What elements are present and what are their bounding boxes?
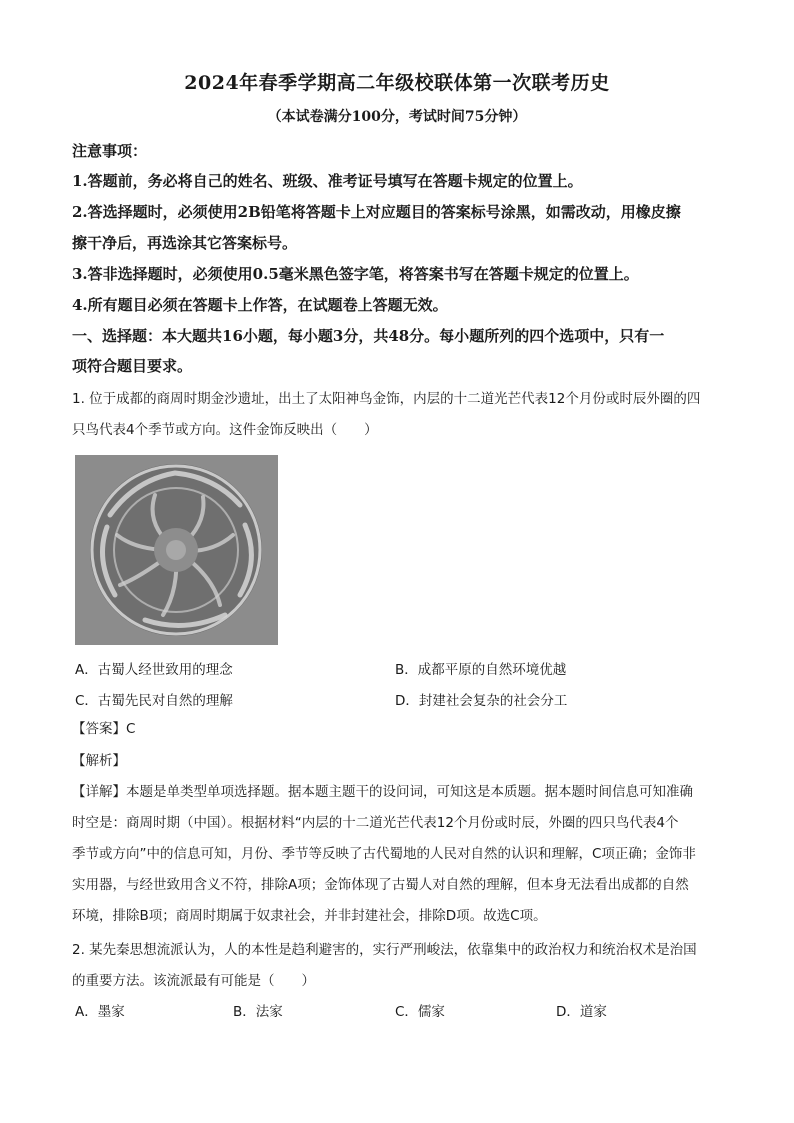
option-d: D．封建社会复杂的社会分工 bbox=[395, 693, 568, 709]
option-b: B．法家 bbox=[233, 1004, 283, 1020]
exam-info: （本试卷满分100分，考试时间75分钟） bbox=[267, 109, 527, 125]
note-line: 3.答非选择题时，必须使用0.5毫米黑色签字笔，将答案书写在答题卡规定的位置上。 bbox=[72, 265, 639, 283]
note-line: 1.答题前，务必将自己的姓名、班级、准考证号填写在答题卡规定的位置上。 bbox=[72, 172, 583, 190]
option-c: C．古蜀先民对自然的理解 bbox=[75, 693, 233, 709]
question-2-stem-cont: 的重要方法。该流派最有可能是（ ） bbox=[72, 973, 315, 989]
explanation-line: 【详解】本题是单类型单项选择题。据本题主题干的设问词，可知这是本质题。据本题时间信息可知准确 bbox=[72, 784, 693, 800]
analysis-label: 【解析】 bbox=[72, 753, 126, 769]
question-1-stem-cont: 只鸟代表4个季节或方向。这件金饰反映出（ ） bbox=[72, 422, 378, 438]
section-heading-cont: 项符合题目要求。 bbox=[72, 357, 193, 375]
question-1-stem: 1. 位于成都的商周时期金沙遗址，出土了太阳神鸟金饰，内层的十二道光芒代表12个月份或时辰外圈的四 bbox=[72, 391, 701, 407]
question-2-stem: 2. 某先秦思想流派认为，人的本性是趋利避害的，实行严刑峻法，依靠集中的政治权力和统治权术是治国 bbox=[72, 942, 697, 958]
explanation-line: 季节或方向”中的信息可知，月份、季节等反映了古代蜀地的人民对自然的认识和理解，C项正确；金饰非 bbox=[72, 846, 696, 862]
option-a: A．古蜀人经世致用的理念 bbox=[75, 662, 233, 678]
option-a: A．墨家 bbox=[75, 1004, 125, 1020]
note-line: 擦干净后，再选涂其它答案标号。 bbox=[72, 234, 298, 252]
option-b: B．成都平原的自然环境优越 bbox=[395, 662, 567, 678]
option-d: D．道家 bbox=[556, 1004, 607, 1020]
explanation-line: 实用器，与经世致用含义不符，排除A项；金饰体现了古蜀人对自然的理解，但本身无法看出成都的自然 bbox=[72, 877, 689, 893]
page-title: 2024年春季学期高二年级校联体第一次联考历史 bbox=[184, 72, 610, 94]
note-line: 2.答选择题时，必须使用2B铅笔将答题卡上对应题目的答案标号涂黑，如需改动，用橡皮擦 bbox=[72, 203, 681, 221]
notes-heading: 注意事项： bbox=[72, 142, 148, 160]
explanation-line: 时空是：商周时期（中国）。根据材料“内层的十二道光芒代表12个月份或时辰，外圈的四只鸟代表4个 bbox=[72, 815, 679, 831]
sun-bird-gold-ornament-image bbox=[75, 455, 278, 645]
option-c: C．儒家 bbox=[395, 1004, 445, 1020]
explanation-line: 环境，排除B项；商周时期属于奴隶社会，并非封建社会，排除D项。故选C项。 bbox=[72, 908, 547, 924]
section-heading: 一、选择题：本大题共16小题，每小题3分，共48分。每小题所列的四个选项中，只有一 bbox=[72, 327, 665, 345]
note-line: 4.所有题目必须在答题卡上作答，在试题卷上答题无效。 bbox=[72, 296, 448, 314]
answer-line: 【答案】C bbox=[72, 721, 136, 737]
